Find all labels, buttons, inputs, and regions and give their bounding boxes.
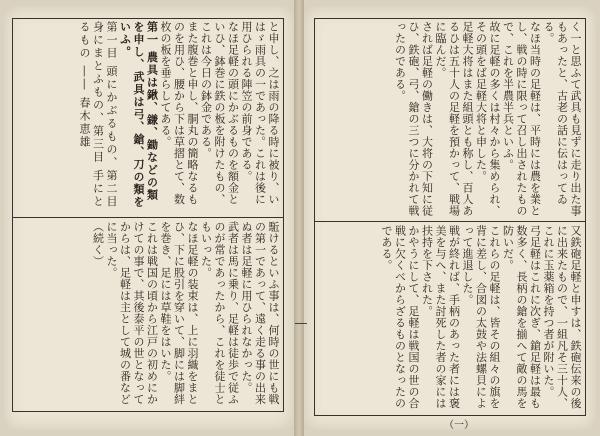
- left-page: [4, 6, 294, 430]
- right-upper-line-1: く一と思ふて武具も見ずに走り出た事もあったと、古老の話に伝はってゐる。: [542, 21, 582, 217]
- right-page: [304, 6, 596, 430]
- right-upper-line-2: なほ当時の足軽は、平時には農を業とし、戦の時に限って召し出されたもので、これを半農半兵といふ。: [501, 21, 542, 217]
- right-lower-line-4: 戦が終れば、手柄のあった者には褒美を与へ、また討死した者の家には扶持を下された。: [420, 225, 461, 409]
- left-lower-line-2: 武者は馬に乗り、足軽は徒歩で従ふのが常であったから、これを徒士ともいった。: [199, 221, 240, 405]
- left-upper-line-1: と申し、之は雨の降る時に被り、いはゞ雨具の一であった。これは後に用ひられる陣笠の前身である。: [240, 21, 280, 205]
- right-lower-line-1: 又鉄砲足軽と申すは、鉄砲伝来の後に出来たもので、一組凡そ三十人、これに玉薬箱を持つ者が附いた。: [542, 225, 582, 409]
- right-upper-line-5: されば足軽の働きは、大将の下知に従ひ、鉄砲、弓、鎗の三つに分かれて戦ったのである。: [393, 21, 434, 217]
- left-upper-line-2: なほ足軽の頭にかぶるものを額金といひ、鉢巻に鉄の板を附けたもの、これは今日の鉢金である。: [199, 21, 240, 205]
- right-lower-block: [315, 223, 585, 415]
- left-text-frame: [12, 18, 284, 412]
- right-lower-line-3: これらの足軽は、皆その組々の旗を背に差し、合図の太鼓や法螺貝によって進退した。: [461, 225, 501, 409]
- book-gutter: [294, 0, 304, 436]
- left-lower-line-4: これは戦国の頃から江戸の初めにかけての事で、其後泰平の世となってからは、足軽は主として城の番などに当った。: [105, 221, 159, 405]
- page-number: （一）: [444, 420, 474, 431]
- left-upper-heading: 第一 農具は鍬、鎌、鋤などの類を申し、武具は弓、鎗、刀の類をいふ。: [118, 21, 159, 209]
- right-lower-line-2: 弓足軽はこれに次ぎ、鎗足軽は最も数多く、長柄の鎗を揃へて敵の馬を防いだ。: [501, 225, 542, 409]
- right-horizontal-divider: [315, 221, 585, 222]
- gutter-mark: ―: [295, 316, 307, 330]
- left-horizontal-divider: [13, 217, 283, 218]
- right-lower-line-5: かやうにして、足軽は戦国の世の合戦に欠くべからざるものとなったのである。: [380, 225, 420, 409]
- right-upper-line-3: 故に足軽の多くは村々から集められ、その頭をば足軽大将と申した。: [474, 21, 501, 217]
- left-lower-line-5: （続く）: [91, 221, 105, 267]
- left-lower-line-1: 駈けるといふ事は、何時の世にも戦の第一であって、遠く走る事の出来ぬ者は足軽に用ひられなかった。: [240, 221, 280, 405]
- left-upper-section-titles: 第一目 頭にかぶるもの、第二目 身にまとふもの、第三目 手にとるもの ―― 春木恵雄: [78, 21, 118, 209]
- right-upper-block: [315, 19, 585, 219]
- left-lower-block: [13, 219, 283, 411]
- left-lower-line-3: なほ足軽の装束は、上に羽織をまとひ、下に股引を穿いて、脚には脚絆を巻き、足には草鞋をはいた。: [159, 221, 199, 405]
- left-upper-block: [13, 19, 283, 215]
- left-upper-line-3: また腹巻と申し、胴丸の簡略なるものを用ひ、腰から下は草摺とて、数枚の板を垂らしてある。: [159, 21, 199, 205]
- right-text-frame: [314, 18, 586, 416]
- right-upper-line-4: 足軽大将はまた組頭とも称し、百人あるひは五十人の足軽を預かって、戦場に臨んだ。: [434, 21, 474, 217]
